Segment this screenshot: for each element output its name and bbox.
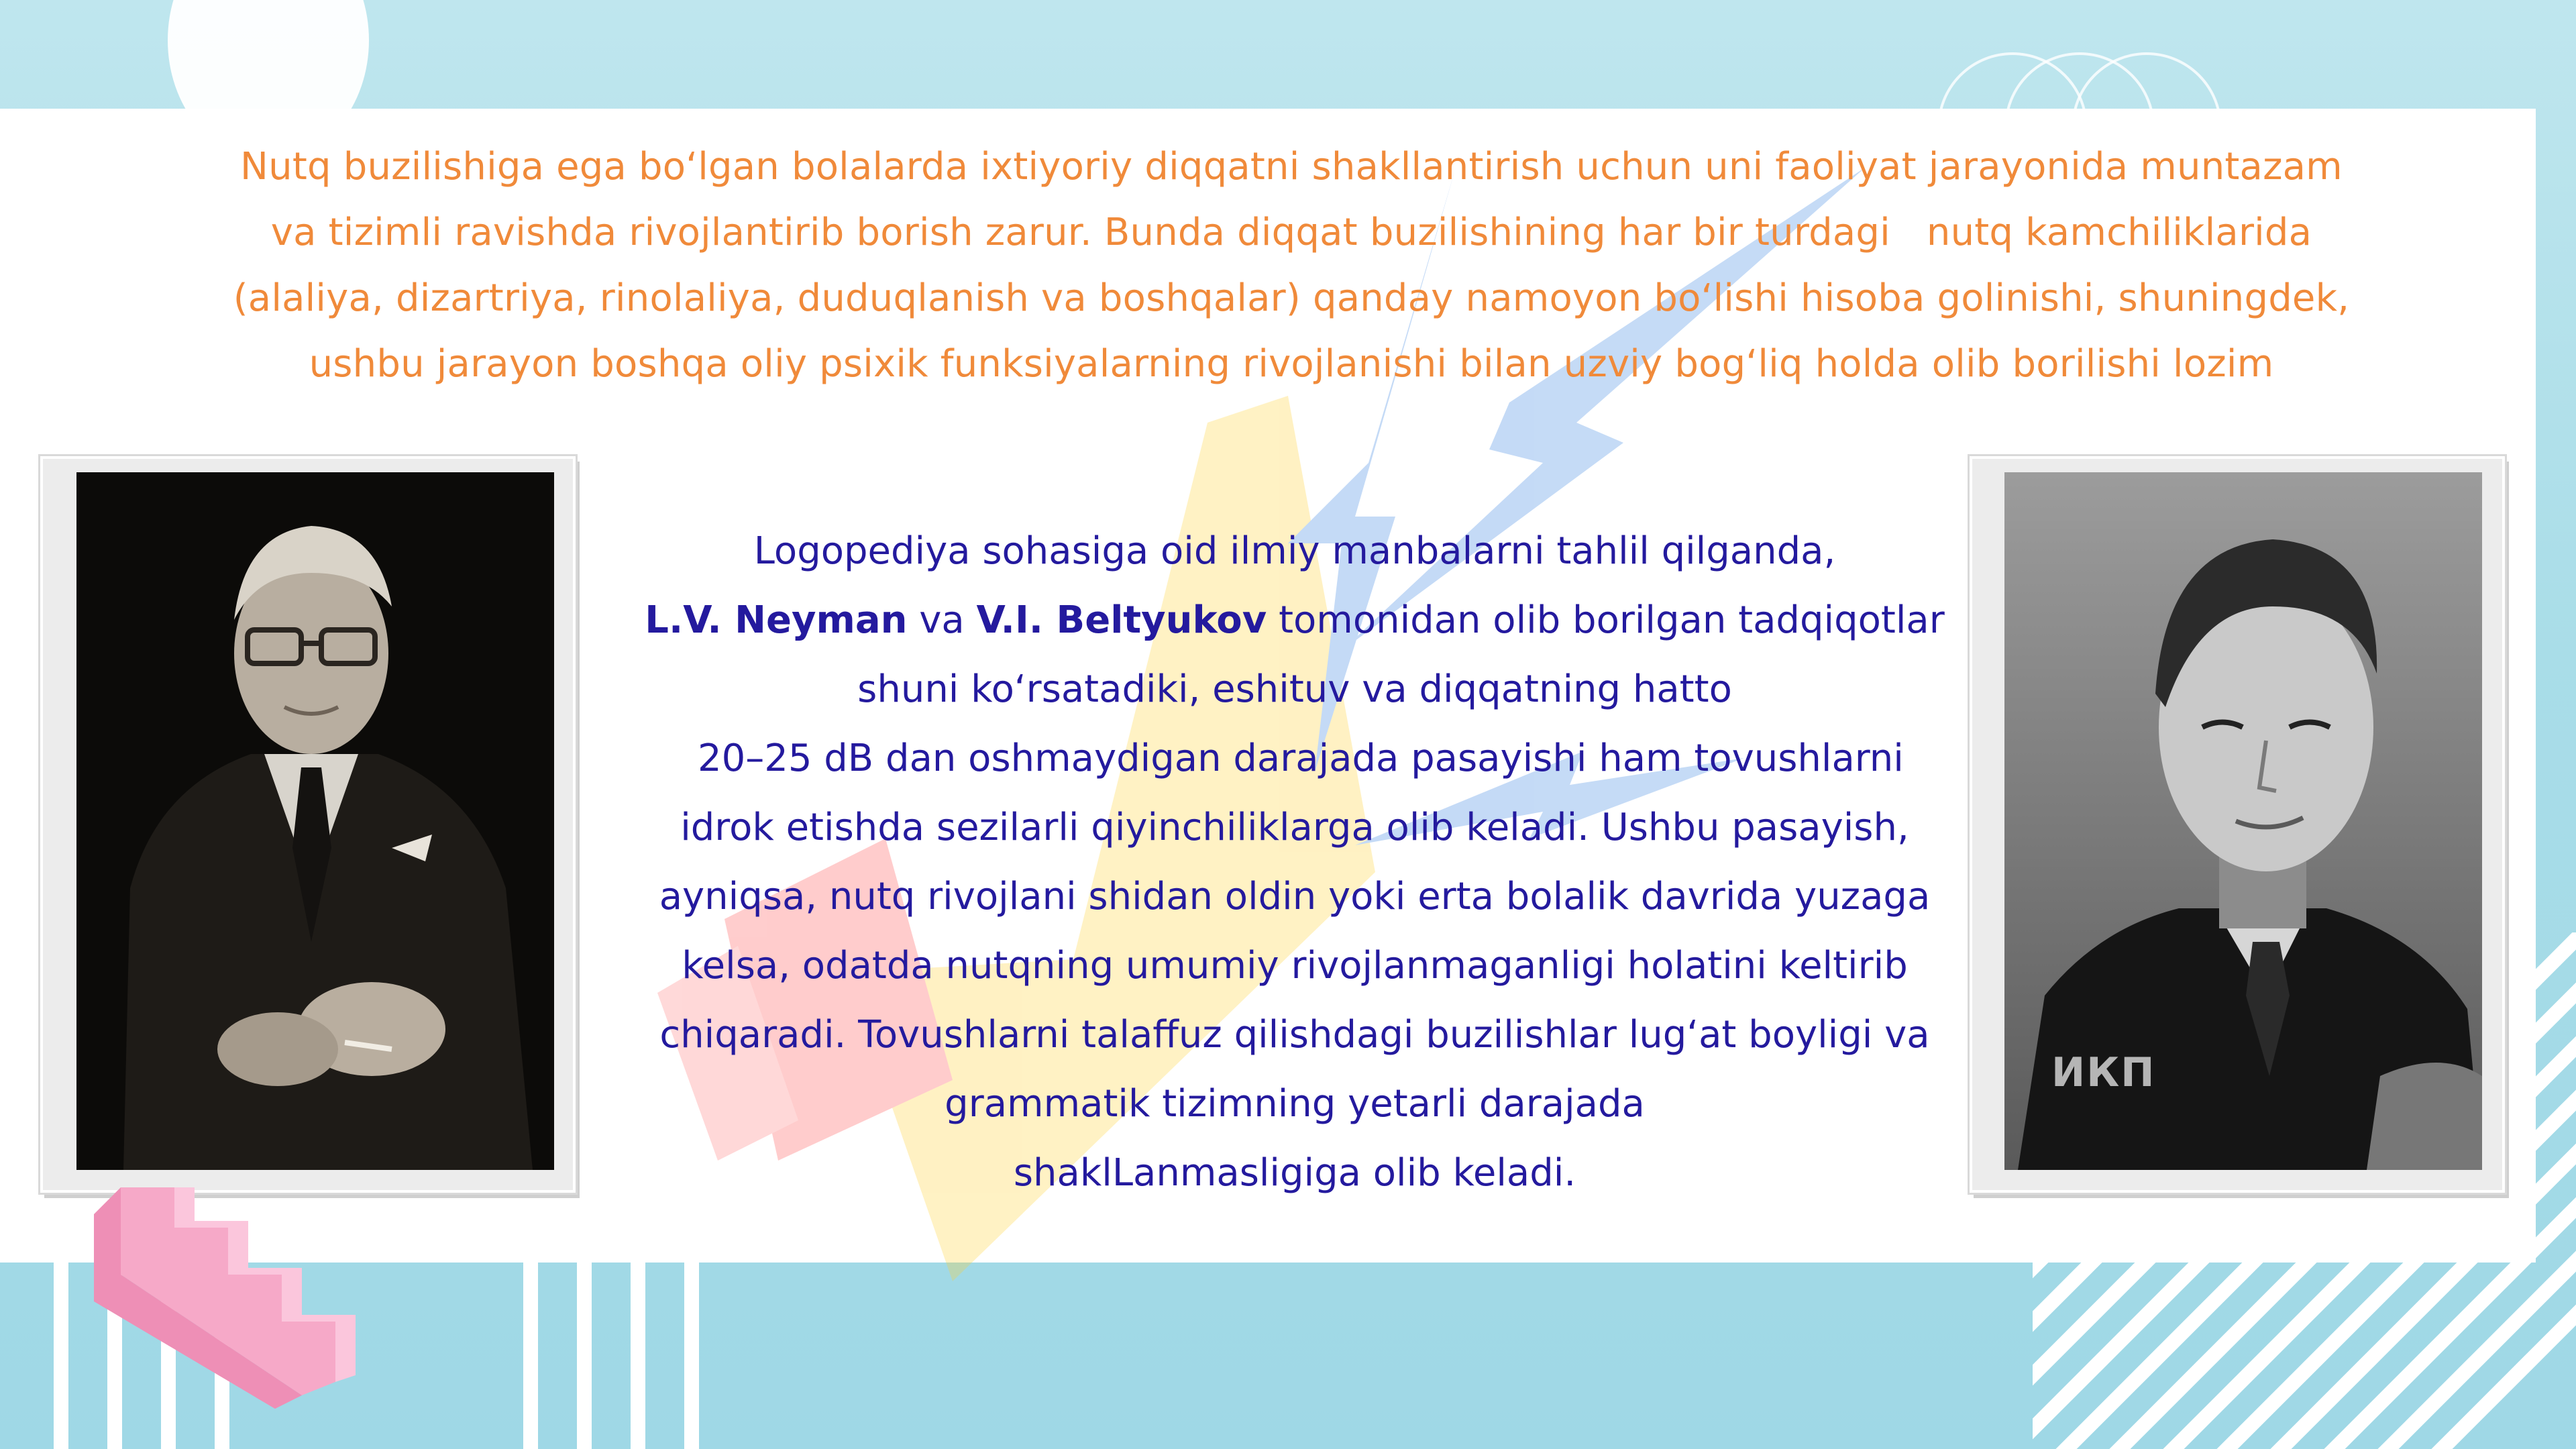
photo-frame-left (40, 456, 576, 1193)
body-line: kelsa, odatda nutqning umumiy rivojlanmaganligi holatini keltirib (682, 944, 1908, 987)
body-line: idrok etishda sezilarli qiyinchiliklarga olib keladi. Ushbu pasayish, (680, 806, 1909, 849)
intro-line: Nutq buzilishiga ega bo‘lgan bolalarda ixtiyoriy diqqatni shakllantirish uchun uni faoliyat jarayonida muntazam (240, 145, 2343, 189)
body-line: chiqaradi. Tovushlarni talaffuz qilishdagi buzilishlar lug‘at boyligi va (659, 1013, 1930, 1057)
body-line: shuni ko‘rsatadiki, eshituv va diqqatning hatto (857, 667, 1732, 711)
portrait-neyman (76, 472, 554, 1170)
body-line: shaklLanmasligiga olib keladi. (1013, 1151, 1576, 1195)
body-line: 20–25 dB dan oshmaydigan darajada pasayishi ham tovushlarni (686, 737, 1904, 780)
body-paragraph (604, 517, 1986, 1208)
body-line: Logopediya sohasiga oid ilmiy manbalarni tahlil qilganda, (753, 529, 1836, 573)
conjunction: va (907, 598, 977, 642)
author-name: V.I. Beltyukov (976, 598, 1267, 642)
photo-watermark: ИКП (2051, 1049, 2156, 1096)
intro-line: va tizimli ravishda rivojlantirib borish zarur. Bunda diqqat buzilishining har bir turdagi nutq kamchiliklarida (270, 211, 2312, 254)
body-line: grammatik tizimning yetarli darajada (945, 1082, 1645, 1126)
portrait-beltyukov (2004, 472, 2482, 1170)
portrait-neyman-image (76, 472, 554, 1170)
pink-stairs-decoration (80, 1187, 362, 1409)
body-line: ayniqsa, nutq rivojlani shidan oldin yoki erta bolalik davrida yuzaga (659, 875, 1931, 918)
body-line-authors (604, 586, 1986, 655)
photo-frame-right (1970, 456, 2505, 1193)
intro-line: (alaliya, dizartriya, rinolaliya, duduqlanish va boshqalar) qanday namoyon bo‘lishi hisoba golinishi, shuningdek, (233, 276, 2350, 320)
intro-line: ushbu jarayon boshqa oliy psixik funksiyalarning rivojlanishi bilan uzviy bog‘liq holda olib borilishi lozim (309, 342, 2274, 386)
body-line: tomonidan olib borilgan tadqiqotlar (1267, 598, 1945, 642)
author-name: L.V. Neyman (645, 598, 908, 642)
intro-paragraph (161, 134, 2422, 397)
